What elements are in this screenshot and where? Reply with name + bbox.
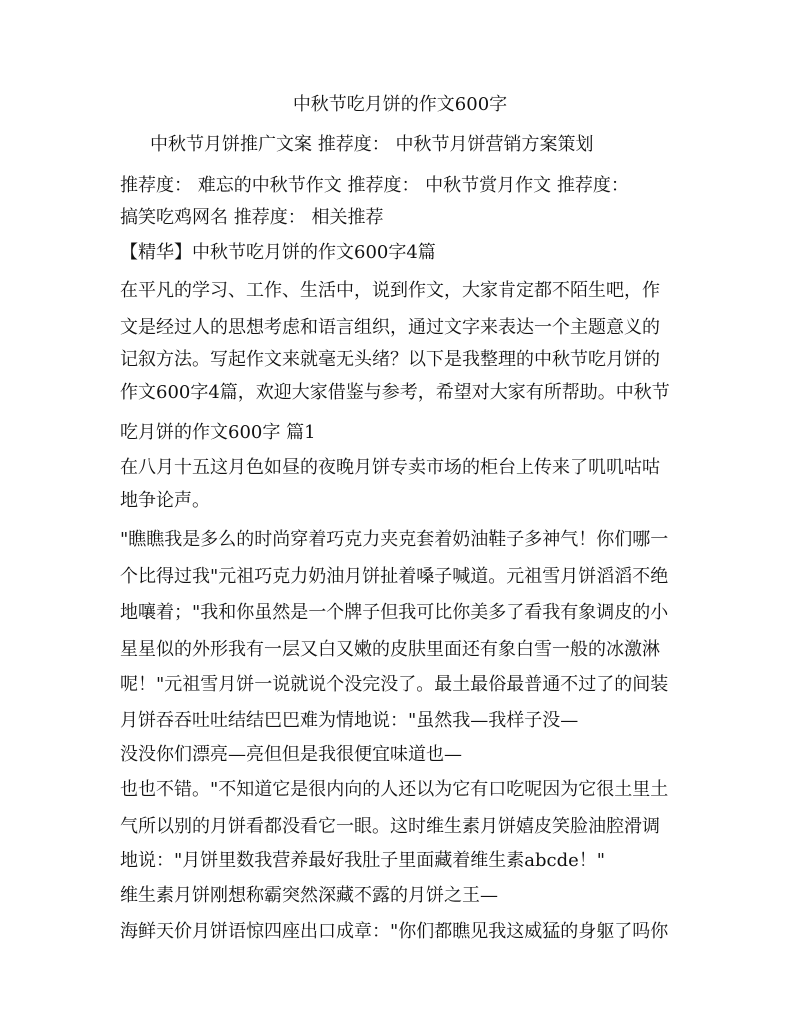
paragraph-line: 月饼吞吞吐吐结结巴巴难为情地说："虽然我—我样子没— — [120, 710, 579, 731]
recommend-line: 推荐度： 难忘的中秋节作文 推荐度： 中秋节赏月作文 推荐度： — [120, 175, 629, 196]
paragraph-line: 气所以别的月饼看都没看它一眼。这时维生素月饼嬉皮笑脸油腔滑调 — [120, 816, 660, 837]
recommend-line: 搞笑吃鸡网名 推荐度： 相关推荐 — [120, 207, 384, 228]
paragraph-line: "瞧瞧我是多么的时尚穿着巧克力夹克套着奶油鞋子多神气！你们哪一 — [120, 529, 669, 550]
document-title: 中秋节吃月饼的作文600字 — [292, 94, 508, 115]
paragraph-line: 星星似的外形我有一层又白又嫩的皮肤里面还有象白雪一般的冰激淋 — [120, 639, 660, 660]
paragraph-line: 没没你们漂亮—亮但但是我很便宜味道也— — [120, 744, 462, 765]
recommend-line: 中秋节月饼推广文案 推荐度： 中秋节月饼营销方案策划 — [150, 134, 594, 155]
paragraph-line: 在八月十五这月色如昼的夜晚月饼专卖市场的柜台上传来了叽叽咕咕 — [120, 457, 660, 478]
paragraph-line: 也也不错。"不知道它是很内向的人还以为它有口吃呢因为它很土里土 — [120, 779, 669, 800]
paragraph-line: 维生素月饼刚想称霸突然深藏不露的月饼之王— — [120, 885, 498, 906]
paragraph-line: 记叙方法。写起作文来就毫无头绪？以下是我整理的中秋节吃月饼的 — [120, 349, 660, 370]
article-heading: 【精华】中秋节吃月饼的作文600字4篇 — [120, 242, 436, 263]
paragraph-line: 地争论声。 — [120, 490, 210, 511]
paragraph-line: 地嚷着；"我和你虽然是一个牌子但我可比你美多了看我有象调皮的小 — [120, 602, 669, 623]
paragraph-line: 海鲜天价月饼语惊四座出口成章："你们都瞧见我这威猛的身躯了吗你 — [120, 921, 669, 942]
paragraph-line: 文是经过人的思想考虑和语言组织，通过文字来表达一个主题意义的 — [120, 317, 660, 338]
paragraph-line: 吃月饼的作文600字 篇1 — [120, 422, 316, 443]
paragraph-line: 个比得过我"元祖巧克力奶油月饼扯着嗓子喊道。元祖雪月饼滔滔不绝 — [120, 566, 669, 587]
paragraph-line: 作文600字4篇，欢迎大家借鉴与参考，希望对大家有所帮助。中秋节 — [120, 382, 670, 403]
paragraph-line: 地说："月饼里数我营养最好我肚子里面藏着维生素abcde！" — [120, 850, 606, 871]
paragraph-line: 在平凡的学习、工作、生活中，说到作文，大家肯定都不陌生吧，作 — [120, 280, 660, 301]
paragraph-line: 呢！"元祖雪月饼一说就说个没完没了。最土最俗最普通不过了的间装 — [120, 674, 669, 695]
